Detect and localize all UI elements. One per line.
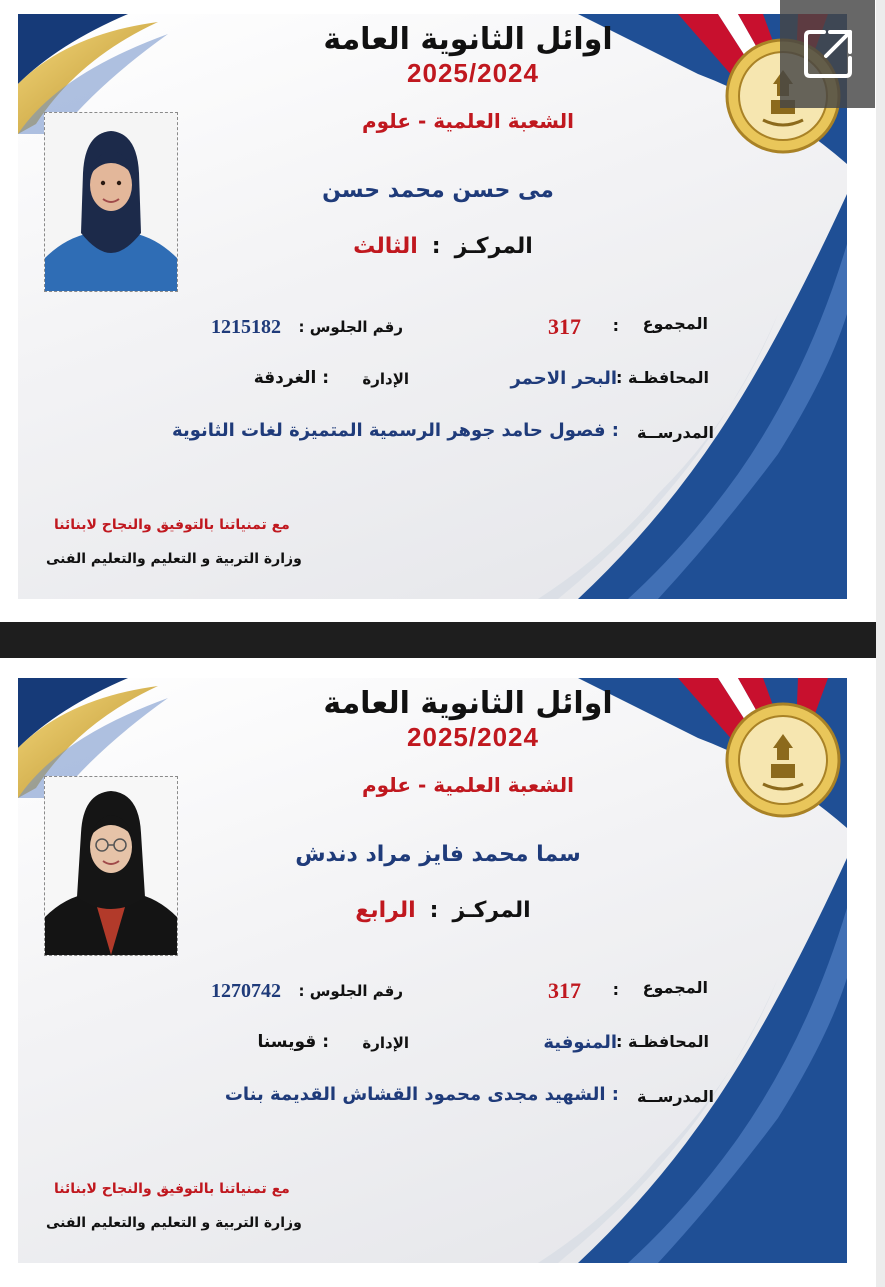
academic-year: 2025/2024	[407, 58, 539, 88]
school-value: : فصول حامد جوهر الرسمية المتميزة لغات الثانوية	[172, 420, 619, 441]
governorate-label: المحافظـة :	[616, 1032, 709, 1051]
rank-label: المركـز	[454, 234, 533, 259]
honor-card-2	[18, 678, 847, 1263]
rank-value: الرابع	[355, 898, 416, 923]
wish-text: مع تمنياتنا بالتوفيق والنجاح لابنائنا	[54, 517, 290, 533]
total-label: المجموع	[642, 978, 708, 997]
school-label: المدرســة	[636, 1087, 714, 1106]
student-name: سما محمد فايز مراد دندش	[295, 842, 581, 867]
rank-value: الثالث	[353, 234, 418, 259]
open-in-new-icon	[800, 26, 856, 82]
school-value: : الشهيد مجدى محمود القشاش القديمة بنات	[224, 1084, 619, 1105]
governorate-value: المنوفية	[543, 1032, 617, 1053]
total-colon: :	[612, 980, 619, 999]
card-separator	[0, 622, 885, 658]
total-value: 317	[548, 314, 581, 339]
wish-text: مع تمنياتنا بالتوفيق والنجاح لابنائنا	[54, 1181, 290, 1197]
student-portrait-icon	[45, 777, 177, 955]
seat-label: رقم الجلوس :	[298, 982, 403, 1000]
rank-label: المركـز	[452, 898, 531, 923]
open-in-new-button[interactable]	[780, 0, 875, 108]
student-photo	[44, 776, 178, 956]
rank-row	[268, 898, 618, 923]
rank-row	[268, 234, 618, 259]
seat-label: رقم الجلوس :	[298, 318, 403, 336]
total-colon: :	[612, 316, 619, 335]
honor-card-1	[18, 14, 847, 599]
administration-label: الإدارة	[362, 370, 409, 388]
administration-label: الإدارة	[362, 1034, 409, 1052]
card-title: اوائل الثانوية العامة	[323, 686, 613, 721]
administration-value: : قويسنا	[257, 1032, 329, 1052]
ministry-footer-text: وزارة التربية و التعليم والتعليم الفنى	[46, 551, 302, 567]
total-value: 317	[548, 978, 581, 1003]
student-portrait-icon	[45, 113, 177, 291]
seat-value: 1215182	[211, 316, 281, 338]
school-label: المدرســة	[636, 423, 714, 442]
page-edge	[876, 0, 885, 1287]
administration-value: : الغردقة	[253, 368, 329, 388]
branch-label: الشعبة العلمية - علوم	[361, 109, 575, 133]
academic-year: 2025/2024	[407, 722, 539, 752]
ministry-footer-text: وزارة التربية و التعليم والتعليم الفنى	[46, 1215, 302, 1231]
total-label: المجموع	[642, 314, 708, 333]
student-photo	[44, 112, 178, 292]
seat-value: 1270742	[211, 980, 281, 1002]
rank-colon: :	[429, 898, 439, 923]
governorate-value: البحر الاحمر	[510, 368, 617, 389]
ministry-seal-icon	[723, 700, 843, 820]
card-title: اوائل الثانوية العامة	[323, 22, 613, 57]
rank-colon: :	[431, 234, 441, 259]
governorate-label: المحافظـة :	[616, 368, 709, 387]
branch-label: الشعبة العلمية - علوم	[361, 773, 575, 797]
student-name: مى حسن محمد حسن	[322, 178, 554, 203]
